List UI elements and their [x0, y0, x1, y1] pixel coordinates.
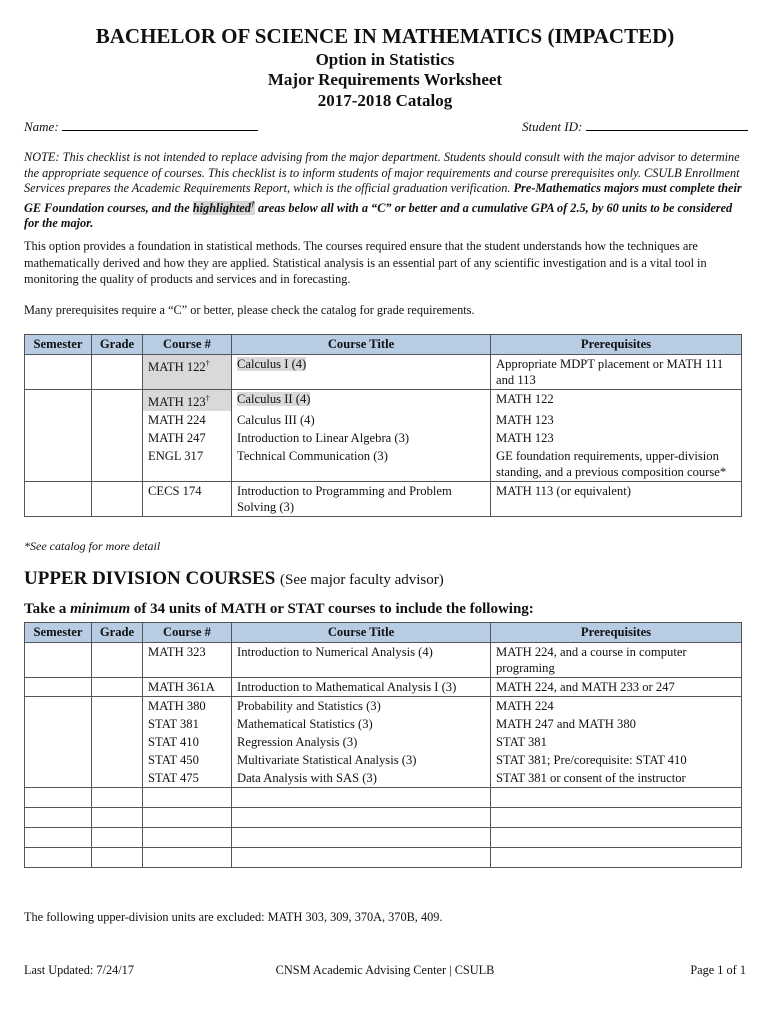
grade-cell[interactable]	[92, 429, 143, 447]
semester-cell[interactable]	[25, 678, 92, 697]
title-cell: Technical Communication (3)	[232, 447, 491, 482]
prereq-note: Many prerequisites require a “C” or better, please check the catalog for grade requirements.	[24, 303, 475, 317]
course-cell: MATH 247	[143, 429, 232, 447]
page-title: BACHELOR OF SCIENCE IN MATHEMATICS (IMPACTED)	[95, 24, 675, 48]
col-grade: Grade	[92, 623, 143, 643]
semester-cell[interactable]	[25, 751, 92, 769]
prereq-cell: MATH 247 and MATH 380	[491, 715, 742, 733]
prereq-cell: STAT 381	[491, 733, 742, 751]
col-title: Course Title	[232, 335, 491, 355]
footer-center: CNSM Academic Advising Center | CSULB	[275, 963, 495, 977]
note-text: NOTE: This checklist is not intended to replace advising from the major department. Students should consult with the major advisor to determine the appropriate sequence of courses. This checklist is to inform students of major requirements and course prerequisites only. CSULB Enrollment Services prepares the Academic Requirements Report, which is the official graduation verification.	[24, 150, 740, 195]
advising-note	[24, 150, 748, 232]
prereq-cell: STAT 381 or consent of the instructor	[491, 769, 742, 788]
table-row	[25, 429, 742, 447]
course-cell: STAT 475	[143, 769, 232, 788]
table-row	[25, 447, 742, 482]
catalog-footnote: *See catalog for more detail	[24, 539, 161, 553]
course-cell: MATH 361A	[143, 678, 232, 697]
table-row	[25, 678, 742, 697]
upper-division-table	[24, 622, 742, 868]
prereq-cell: MATH 224	[491, 697, 742, 716]
title-cell: Mathematical Statistics (3)	[232, 715, 491, 733]
title-cell: Probability and Statistics (3)	[232, 697, 491, 716]
title-cell: Introduction to Linear Algebra (3)	[232, 429, 491, 447]
name-field[interactable]	[24, 118, 258, 135]
course-cell: MATH 123†	[143, 390, 232, 412]
table-row	[25, 697, 742, 716]
table-row	[25, 643, 742, 678]
student-id-label: Student ID:	[522, 119, 583, 134]
lower-division-table	[24, 334, 742, 517]
note-bold-end: areas below all with a “C” or better and a cumulative GPA of 2.5, by 60 units to be considered for the major.	[24, 200, 733, 231]
name-blank[interactable]	[62, 118, 258, 131]
blank-row[interactable]	[25, 848, 742, 868]
col-prereq: Prerequisites	[491, 623, 742, 643]
page-number: Page 1 of 1	[690, 963, 746, 977]
grade-cell[interactable]	[92, 411, 143, 429]
semester-cell[interactable]	[25, 429, 92, 447]
grade-cell[interactable]	[92, 751, 143, 769]
col-prereq: Prerequisites	[491, 335, 742, 355]
title-cell: Introduction to Mathematical Analysis I (3)	[232, 678, 491, 697]
col-grade: Grade	[92, 335, 143, 355]
catalog-subtitle: 2017-2018 Catalog	[317, 91, 453, 110]
name-label: Name:	[24, 119, 59, 134]
semester-cell[interactable]	[25, 447, 92, 482]
semester-cell[interactable]	[25, 733, 92, 751]
course-cell: STAT 381	[143, 715, 232, 733]
prereq-cell: MATH 224, and a course in computer programing	[491, 643, 742, 678]
semester-cell[interactable]	[25, 697, 92, 716]
note-bold-start: Pre-Mathematics majors must complete their GE Foundation courses, and the	[24, 181, 742, 215]
title-cell: Calculus I (4)	[232, 355, 491, 390]
upper-division-heading: UPPER DIVISION COURSES (See major faculty advisor)	[24, 568, 444, 589]
col-semester: Semester	[25, 335, 92, 355]
title-cell: Calculus II (4)	[232, 390, 491, 412]
col-course: Course #	[143, 335, 232, 355]
prereq-cell: MATH 123	[491, 429, 742, 447]
course-cell: STAT 410	[143, 733, 232, 751]
grade-cell[interactable]	[92, 697, 143, 716]
prereq-cell: MATH 113 (or equivalent)	[491, 482, 742, 517]
prereq-cell: Appropriate MDPT placement or MATH 111 and 113	[491, 355, 742, 390]
title-cell: Data Analysis with SAS (3)	[232, 769, 491, 788]
table-row	[25, 751, 742, 769]
prereq-cell: GE foundation requirements, upper-division standing, and a previous composition course*	[491, 447, 742, 482]
student-id-field[interactable]	[522, 118, 748, 135]
blank-row[interactable]	[25, 788, 742, 808]
grade-cell[interactable]	[92, 482, 143, 517]
excluded-units-note: The following upper-division units are excluded: MATH 303, 309, 370A, 370B, 409.	[24, 910, 443, 924]
table-row	[25, 355, 742, 390]
prereq-cell: STAT 381; Pre/corequisite: STAT 410	[491, 751, 742, 769]
table-row	[25, 715, 742, 733]
semester-cell[interactable]	[25, 355, 92, 390]
title-cell: Calculus III (4)	[232, 411, 491, 429]
course-cell: ENGL 317	[143, 447, 232, 482]
table-row	[25, 482, 742, 517]
blank-row[interactable]	[25, 828, 742, 848]
grade-cell[interactable]	[92, 678, 143, 697]
grade-cell[interactable]	[92, 733, 143, 751]
title-cell: Multivariate Statistical Analysis (3)	[232, 751, 491, 769]
title-cell: Introduction to Programming and Problem Solving (3)	[232, 482, 491, 517]
title-cell: Introduction to Numerical Analysis (4)	[232, 643, 491, 678]
student-id-blank[interactable]	[586, 118, 748, 131]
table-row	[25, 769, 742, 788]
note-highlight: highlighted†	[192, 199, 255, 215]
semester-cell[interactable]	[25, 482, 92, 517]
option-intro: This option provides a foundation in statistical methods. The courses required ensure that the student understands how the techniques are mathematically derived and how they are applied. Statistical analysis is an essential part of any scientific investigation and is a vital tool in monitoring the quality of products and services and in forecasting.	[24, 239, 707, 286]
table-row	[25, 390, 742, 412]
option-subtitle: Option in Statistics	[315, 50, 455, 69]
semester-cell[interactable]	[25, 390, 92, 412]
table-row	[25, 733, 742, 751]
semester-cell[interactable]	[25, 643, 92, 678]
title-cell: Regression Analysis (3)	[232, 733, 491, 751]
prereq-cell: MATH 122	[491, 390, 742, 412]
col-semester: Semester	[25, 623, 92, 643]
last-updated: Last Updated: 7/24/17	[24, 963, 134, 977]
col-course: Course #	[143, 623, 232, 643]
grade-cell[interactable]	[92, 715, 143, 733]
col-title: Course Title	[232, 623, 491, 643]
course-cell: MATH 380	[143, 697, 232, 716]
semester-cell[interactable]	[25, 715, 92, 733]
grade-cell[interactable]	[92, 355, 143, 390]
course-cell: MATH 122†	[143, 355, 232, 390]
table-row	[25, 411, 742, 429]
semester-cell[interactable]	[25, 769, 92, 788]
course-cell: STAT 450	[143, 751, 232, 769]
worksheet-subtitle: Major Requirements Worksheet	[267, 70, 503, 89]
semester-cell[interactable]	[25, 411, 92, 429]
grade-cell[interactable]	[92, 769, 143, 788]
course-cell: MATH 323	[143, 643, 232, 678]
course-cell: MATH 224	[143, 411, 232, 429]
unit-requirement: Take a minimum of 34 units of MATH or STAT courses to include the following:	[24, 601, 534, 617]
prereq-cell: MATH 123	[491, 411, 742, 429]
blank-row[interactable]	[25, 808, 742, 828]
course-cell: CECS 174	[143, 482, 232, 517]
grade-cell[interactable]	[92, 447, 143, 482]
grade-cell[interactable]	[92, 643, 143, 678]
grade-cell[interactable]	[92, 390, 143, 412]
prereq-cell: MATH 224, and MATH 233 or 247	[491, 678, 742, 697]
